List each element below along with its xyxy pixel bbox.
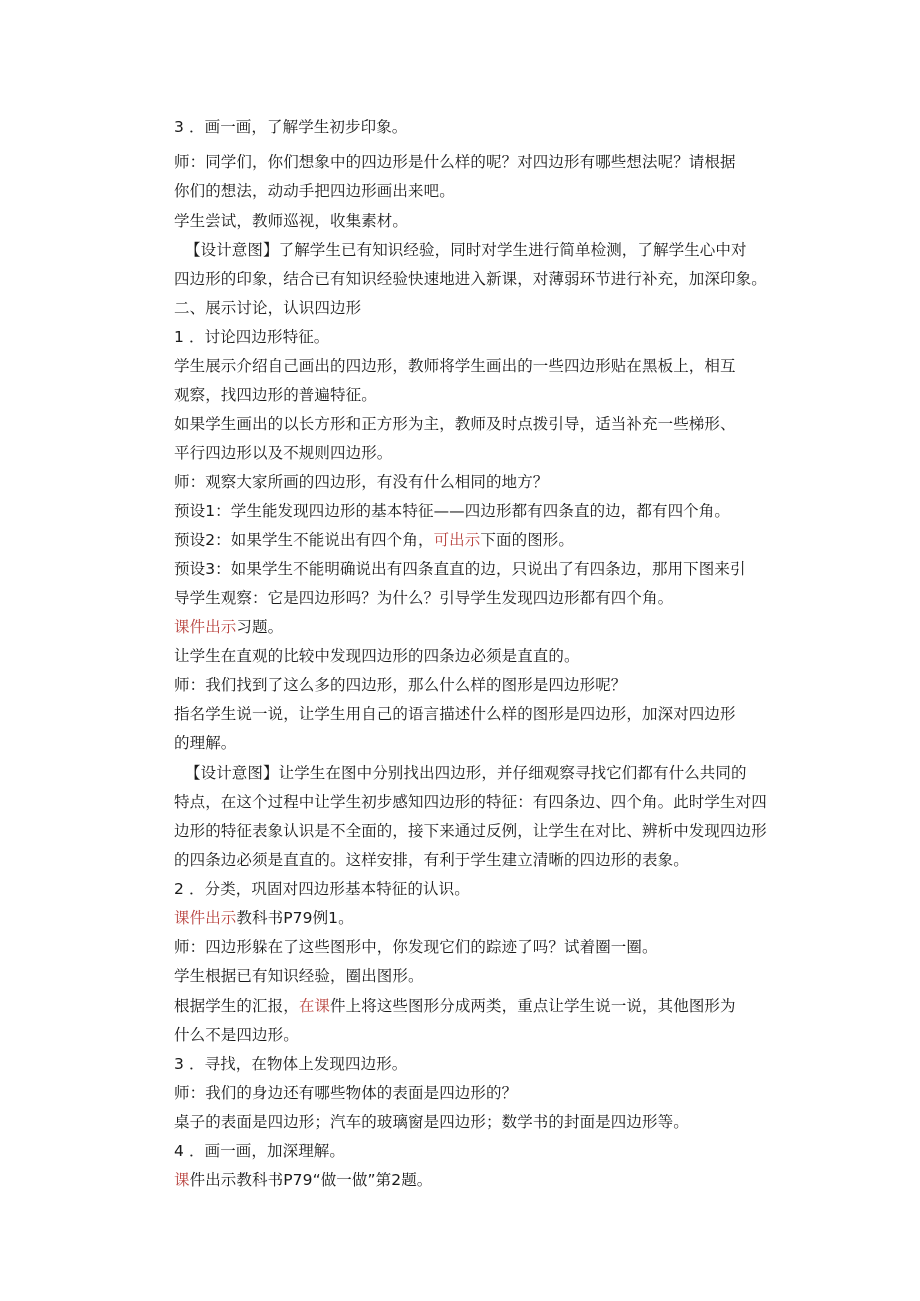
text-segment: 平行四边形以及不规则四边形。 xyxy=(174,444,393,462)
text-segment: 预设1：学生能发现四边形的基本特征——四边形都有四条直的边，都有四个角。 xyxy=(174,502,730,520)
text-line xyxy=(174,1170,432,1190)
text-segment: 3 ．寻找，在物体上发现四边形。 xyxy=(174,1055,408,1073)
text-segment: 【设计意图】让学生在图中分别找出四边形，并仔细观察寻找它们都有什么共同的 xyxy=(185,764,747,782)
text-segment: 的四条边必须是直直的。这样安排，有利于学生建立清晰的四边形的表象。 xyxy=(174,851,689,869)
text-segment: 师：同学们，你们想象中的四边形是什么样的呢？对四边形有哪些想法呢？请根据 xyxy=(174,153,736,171)
text-line xyxy=(174,966,424,986)
text-line xyxy=(174,472,548,492)
text-segment: 教科书P79例1。 xyxy=(236,909,354,927)
text-line xyxy=(174,559,746,579)
highlight-text: 在课 xyxy=(298,997,331,1015)
text-segment: 3 ．画一画，了解学生初步印象。 xyxy=(174,118,408,136)
text-segment: 【设计意图】了解学生已有知识经验，同时对学生进行简单检测，了解学生心中对 xyxy=(185,241,747,259)
text-segment: 师：我们找到了这么多的四边形，那么什么样的图形是四边形呢？ xyxy=(174,676,627,694)
text-segment: 下面的图形。 xyxy=(480,531,574,549)
text-line xyxy=(174,908,354,928)
text-line xyxy=(174,1025,299,1045)
text-segment: 二、展示讨论，认识四边形 xyxy=(174,299,362,317)
text-segment: 学生尝试，教师巡视，收集素材。 xyxy=(174,212,409,230)
text-line xyxy=(174,1141,345,1161)
text-segment: 导学生观察：它是四边形吗？为什么？引导学生发现四边形都有四个角。 xyxy=(174,589,674,607)
text-line xyxy=(174,181,455,201)
text-line xyxy=(174,850,689,870)
highlight-text: 课 xyxy=(174,1171,190,1189)
text-segment: 1 ．讨论四边形特征。 xyxy=(174,328,330,346)
text-line xyxy=(174,937,658,957)
text-line xyxy=(185,763,747,783)
text-line xyxy=(185,240,747,260)
text-line xyxy=(174,646,580,666)
text-segment: 观察，找四边形的普遍特征。 xyxy=(174,386,377,404)
text-segment: 什么不是四边形。 xyxy=(174,1026,299,1044)
text-segment: 师：观察大家所画的四边形，有没有什么相同的地方？ xyxy=(174,473,549,491)
text-line xyxy=(174,675,626,695)
text-line xyxy=(174,152,736,172)
text-segment: 让学生在直观的比较中发现四边形的四条边必须是直直的。 xyxy=(174,647,580,665)
text-segment: 4 ．画一画，加深理解。 xyxy=(174,1142,345,1160)
text-segment: 预设3：如果学生不能明确说出有四条直直的边，只说出了有四条边，那用下图来引 xyxy=(174,560,746,578)
text-line xyxy=(174,385,377,405)
text-line xyxy=(174,588,673,608)
text-line xyxy=(174,269,767,289)
text-line xyxy=(174,617,283,637)
text-line xyxy=(174,211,408,231)
highlight-text: 课件出示 xyxy=(174,618,237,636)
highlight-text: 课件出示 xyxy=(174,909,237,927)
text-segment: 指名学生说一说，让学生用自己的语言描述什么样的图形是四边形，加深对四边形 xyxy=(174,705,736,723)
text-segment: 习题。 xyxy=(236,618,284,636)
text-segment: 桌子的表面是四边形；汽车的玻璃窗是四边形；数学书的封面是四边形等。 xyxy=(174,1113,689,1131)
text-line xyxy=(174,1112,689,1132)
text-segment: 件上将这些图形分成两类，重点让学生说一说，其他图形为 xyxy=(330,997,736,1015)
text-line xyxy=(174,792,767,812)
text-segment: 学生根据已有知识经验，圈出图形。 xyxy=(174,967,424,985)
text-segment: 特点，在这个过程中让学生初步感知四边形的特征：有四条边、四个角。此时学生对四 xyxy=(174,793,767,811)
text-line xyxy=(174,443,392,463)
text-line xyxy=(174,530,574,550)
highlight-text: 可出示 xyxy=(433,531,481,549)
text-line xyxy=(174,298,361,318)
text-line xyxy=(174,117,407,137)
text-line xyxy=(174,414,736,434)
text-segment: 四边形的印象，结合已有知识经验快速地进入新课，对薄弱环节进行补充，加深印象。 xyxy=(174,270,767,288)
text-segment: 如果学生画出的以长方形和正方形为主，教师及时点拨引导，适当补充一些梯形、 xyxy=(174,415,736,433)
text-line xyxy=(174,327,329,347)
text-line xyxy=(174,704,736,724)
text-line xyxy=(174,501,730,521)
text-segment: 你们的想法，动动手把四边形画出来吧。 xyxy=(174,182,455,200)
text-line xyxy=(174,996,736,1016)
text-line xyxy=(174,1054,407,1074)
text-segment: 2 ．分类，巩固对四边形基本特征的认识。 xyxy=(174,880,470,898)
text-line xyxy=(174,1083,517,1103)
text-segment: 件出示教科书P79“做一做”第2题。 xyxy=(189,1171,433,1189)
text-segment: 的理解。 xyxy=(174,734,237,752)
text-segment: 预设2：如果学生不能说出有四个角， xyxy=(174,531,434,549)
text-line xyxy=(174,733,236,753)
text-segment: 学生展示介绍自己画出的四边形，教师将学生画出的一些四边形贴在黑板上，相互 xyxy=(174,357,736,375)
text-segment: 师：我们的身边还有哪些物体的表面是四边形的？ xyxy=(174,1084,518,1102)
text-segment: 根据学生的汇报， xyxy=(174,997,299,1015)
text-segment: 边形的特征表象认识是不全面的，接下来通过反例，让学生在对比、辨析中发现四边形 xyxy=(174,822,767,840)
text-segment: 师：四边形躲在了这些图形中，你发现它们的踪迹了吗？试着圈一圈。 xyxy=(174,938,658,956)
text-line xyxy=(174,879,470,899)
text-line xyxy=(174,821,767,841)
text-line xyxy=(174,356,736,376)
